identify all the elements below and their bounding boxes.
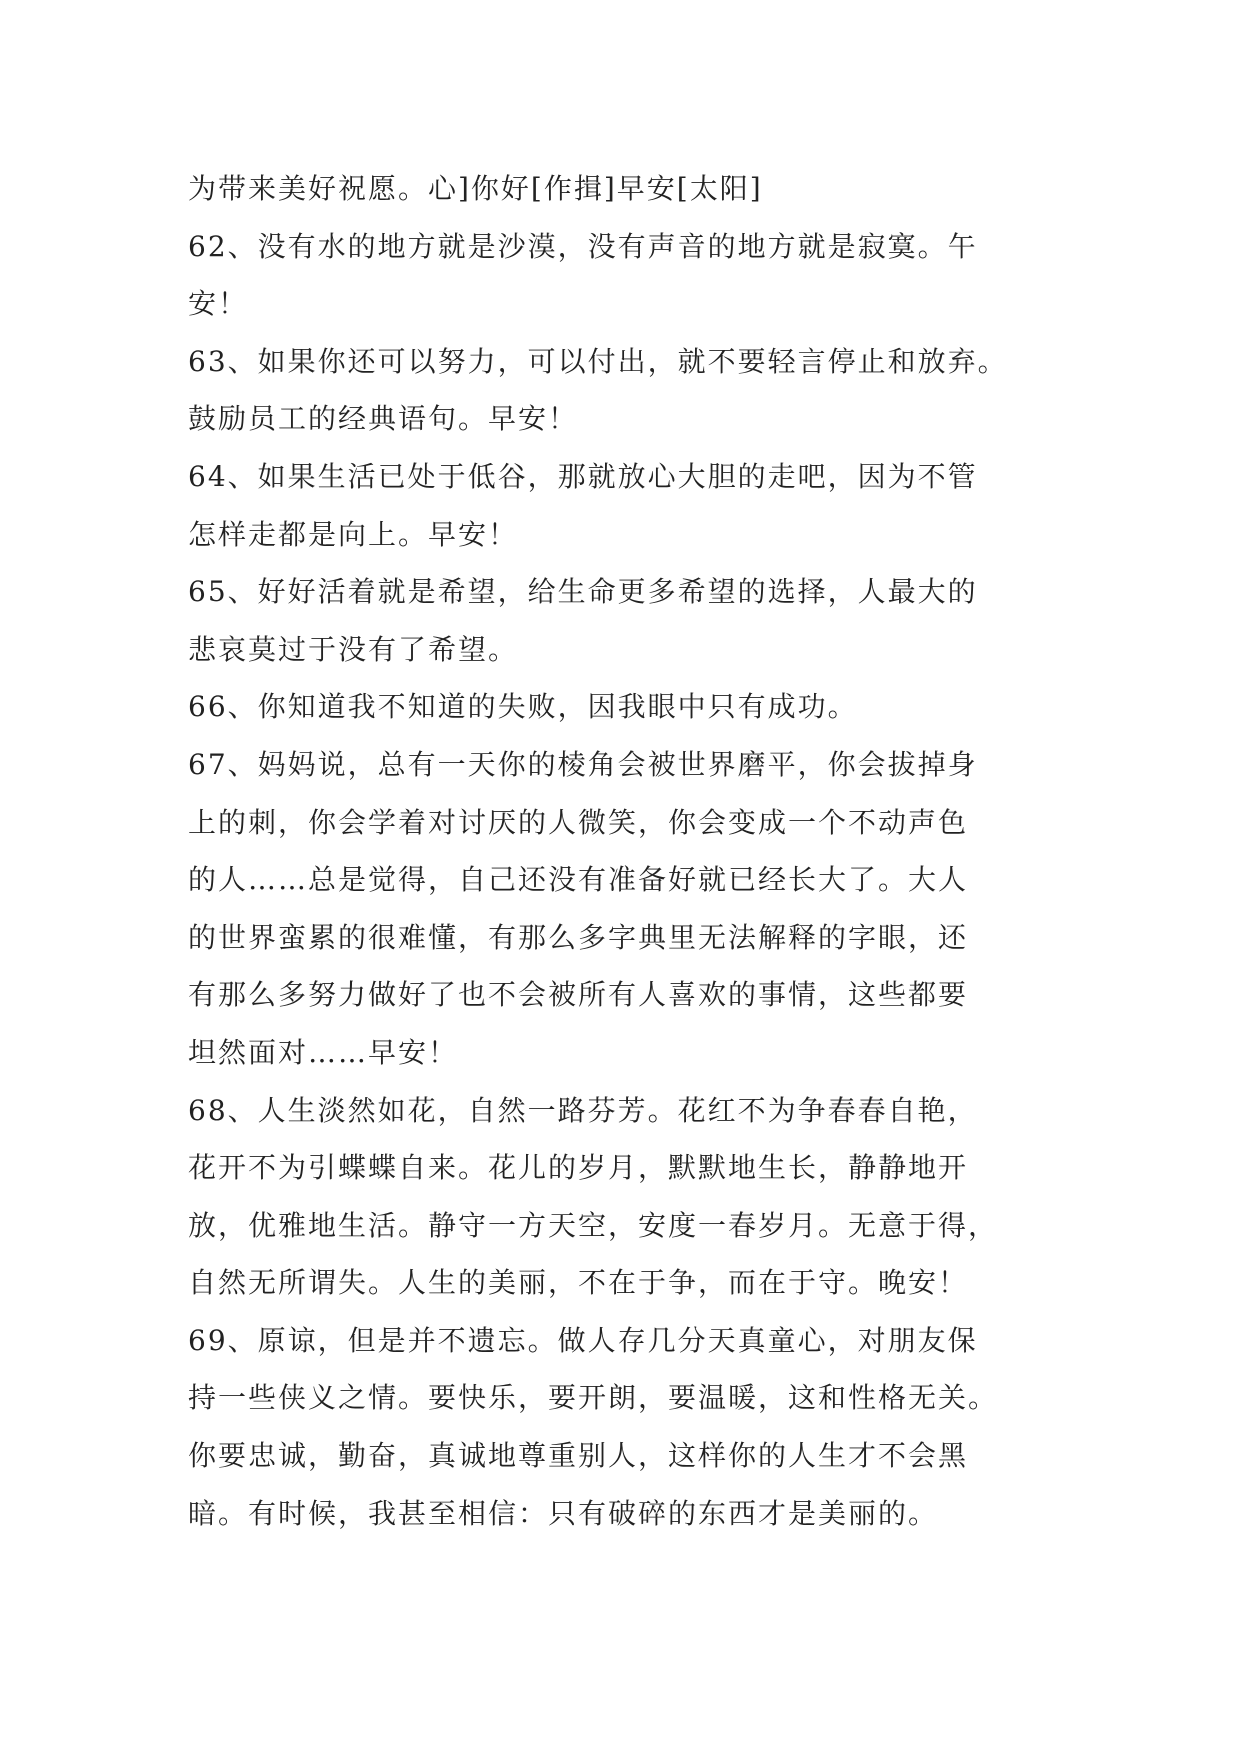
text-line: 为带来美好祝愿。心]你好[作揖]早安[太阳] (188, 172, 763, 205)
text-line: 65、好好活着就是希望，给生命更多希望的选择，人最大的 (188, 575, 978, 609)
text-line: 69、原谅，但是并不遗忘。做人存几分天真童心，对朋友保 (188, 1323, 978, 1357)
text-line: 64、如果生活已处于低谷，那就放心大胆的走吧，因为不管 (188, 459, 978, 493)
text-line: 62、没有水的地方就是沙漠，没有声音的地方就是寂寞。午 (188, 229, 978, 263)
text-line: 自然无所谓失。人生的美丽，不在于争，而在于守。晚安！ (188, 1266, 969, 1300)
text-line: 66、你知道我不知道的失败，因我眼中只有成功。 (188, 690, 858, 724)
text-line: 有那么多努力做好了也不会被所有人喜欢的事情，这些都要 (188, 978, 969, 1012)
text-line: 放，优雅地生活。静守一方天空，安度一春岁月。无意于得， (188, 1208, 999, 1242)
text-line: 的世界蛮累的很难懂，有那么多字典里无法解释的字眼，还 (188, 920, 969, 954)
text-line: 鼓励员工的经典语句。早安！ (188, 402, 579, 436)
text-line: 暗。有时候，我甚至相信：只有破碎的东西才是美丽的。 (188, 1496, 939, 1530)
text-line: 68、人生淡然如花，自然一路芬芳。花红不为争春春自艳， (188, 1093, 978, 1127)
text-line: 持一些侠义之情。要快乐，要开朗，要温暖，这和性格无关。 (188, 1381, 999, 1415)
text-line: 悲哀莫过于没有了希望。 (188, 632, 519, 666)
text-line: 的人……总是觉得，自己还没有准备好就已经长大了。大人 (188, 863, 969, 897)
text-line: 63、如果你还可以努力，可以付出，就不要轻言停止和放弃。 (188, 344, 1008, 378)
text-line: 安！ (188, 287, 249, 321)
text-line: 坦然面对……早安！ (188, 1035, 459, 1069)
text-line: 67、妈妈说，总有一天你的棱角会被世界磨平，你会拔掉身 (188, 747, 978, 781)
document-body (188, 160, 1068, 1542)
text-line: 上的刺，你会学着对讨厌的人微笑，你会变成一个不动声色 (188, 805, 969, 839)
text-line: 怎样走都是向上。早安！ (188, 517, 519, 551)
text-line: 花开不为引蝶蝶自来。花儿的岁月，默默地生长，静静地开 (188, 1151, 969, 1185)
text-line: 你要忠诚，勤奋，真诚地尊重别人，这样你的人生才不会黑 (188, 1439, 969, 1473)
